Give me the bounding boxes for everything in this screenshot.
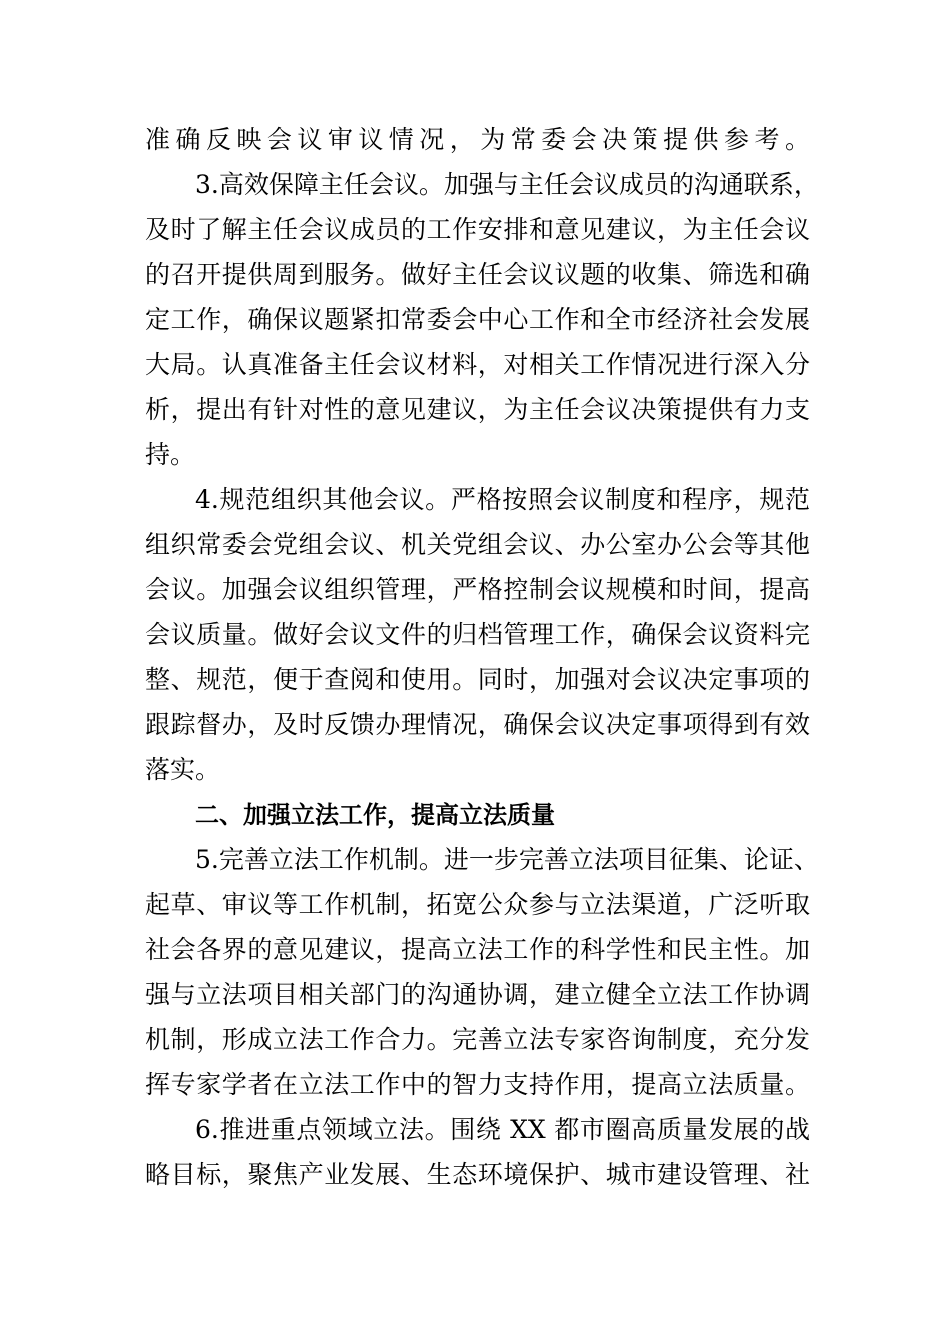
- paragraph-line: 大局。认真准备主任会议材料，对相关工作情况进行深入分: [145, 350, 810, 379]
- paragraph-line: 6.推进重点领域立法。围绕 XX 都市圈高质量发展的战: [195, 1115, 810, 1144]
- paragraph-line: 持。: [145, 440, 196, 469]
- section-heading: 二、加强立法工作，提高立法质量: [195, 801, 555, 829]
- paragraph-line: 挥专家学者在立法工作中的智力支持作用，提高立法质量。: [145, 1070, 810, 1099]
- paragraph-line: 准确反映会议审议情况，为常委会决策提供参考。: [145, 125, 810, 154]
- paragraph-line: 5.完善立法工作机制。进一步完善立法项目征集、论证、: [195, 845, 819, 874]
- paragraph-line: 略目标，聚焦产业发展、生态环境保护、城市建设管理、社: [145, 1160, 810, 1189]
- paragraph-line: 及时了解主任会议成员的工作安排和意见建议，为主任会议: [145, 215, 810, 244]
- paragraph-line: 落实。: [145, 755, 221, 784]
- paragraph-line: 4.规范组织其他会议。严格按照会议制度和程序，规范: [195, 485, 810, 514]
- paragraph-line: 社会各界的意见建议，提高立法工作的科学性和民主性。加: [145, 935, 810, 964]
- paragraph-line: 会议质量。做好会议文件的归档管理工作，确保会议资料完: [145, 620, 810, 649]
- paragraph-line: 组织常委会党组会议、机关党组会议、办公室办公会等其他: [145, 530, 810, 559]
- paragraph-line: 析，提出有针对性的意见建议，为主任会议决策提供有力支: [145, 395, 810, 424]
- paragraph-line: 起草、审议等工作机制，拓宽公众参与立法渠道，广泛听取: [145, 890, 810, 919]
- paragraph-line: 的召开提供周到服务。做好主任会议议题的收集、筛选和确: [145, 260, 810, 289]
- paragraph-line: 强与立法项目相关部门的沟通协调，建立健全立法工作协调: [145, 980, 810, 1009]
- paragraph-line: 机制，形成立法工作合力。完善立法专家咨询制度，充分发: [145, 1025, 810, 1054]
- paragraph-line: 跟踪督办，及时反馈办理情况，确保会议决定事项得到有效: [145, 710, 810, 739]
- paragraph-line: 3.高效保障主任会议。加强与主任会议成员的沟通联系，: [195, 170, 819, 199]
- paragraph-line: 整、规范，便于查阅和使用。同时，加强对会议决定事项的: [145, 665, 810, 694]
- paragraph-line: 定工作，确保议题紧扣常委会中心工作和全市经济社会发展: [145, 305, 810, 334]
- paragraph-line: 会议。加强会议组织管理，严格控制会议规模和时间，提高: [145, 575, 810, 604]
